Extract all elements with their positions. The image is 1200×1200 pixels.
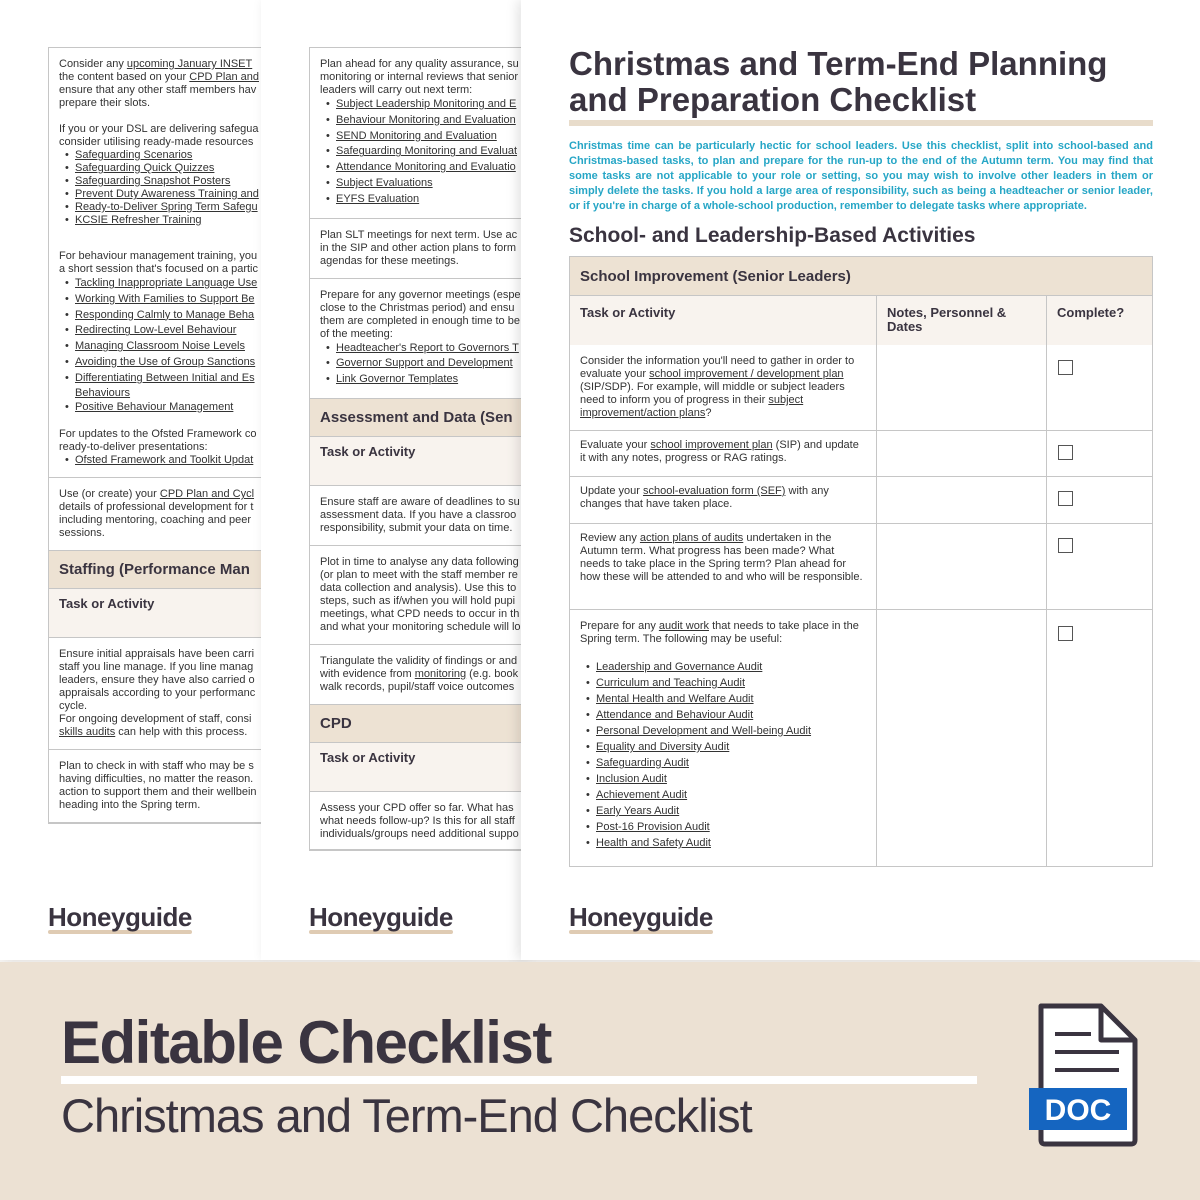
page2-table (309, 47, 523, 851)
notes-cell[interactable] (877, 610, 1047, 866)
table-header-row (570, 296, 1152, 345)
complete-checkbox[interactable] (1058, 360, 1073, 375)
page2-cell-governors: Prepare for any governor meetings (espe close to the Christmas period) and ensu them are completed in enough time to be of the meeting: • Headteacher's Report to Governors T • Governor Support and Development • Link Governor Templates (310, 279, 523, 399)
column-header-task: Task or Activity (570, 296, 877, 345)
ofsted-resource-list (59, 454, 262, 467)
audit-link[interactable]: • Equality and Diversity Audit (586, 739, 866, 755)
safeguarding-resource-list (59, 149, 262, 227)
title-underline (569, 120, 1153, 126)
cpd-plan-cycle-link[interactable]: CPD Plan and Cycl (159, 488, 255, 501)
resource-link[interactable]: Behaviours (75, 386, 131, 399)
table-row (570, 477, 1152, 524)
complete-cell (1047, 610, 1152, 866)
doc-file-icon-graphic (1027, 1002, 1143, 1148)
resource-link[interactable]: • Ready-to-Deliver Spring Term Safegu (65, 201, 262, 214)
resource-link[interactable]: • Managing Classroom Noise Levels (65, 339, 262, 355)
column-header-task: Task or Activity (49, 589, 262, 638)
resource-link[interactable]: • Governor Support and Development (326, 356, 523, 372)
doc-file-icon (1027, 1002, 1143, 1148)
audit-link[interactable]: • Early Years Audit (586, 803, 866, 819)
audit-link[interactable]: • Safeguarding Audit (586, 755, 866, 771)
audit-link[interactable]: • Post-16 Provision Audit (586, 819, 866, 835)
resource-link[interactable]: • Link Governor Templates (326, 372, 523, 388)
resource-link[interactable]: • Working With Families to Support Be (65, 292, 262, 308)
resource-link[interactable]: • KCSIE Refresher Training (65, 214, 262, 227)
resource-link[interactable]: • Subject Evaluations (326, 176, 523, 192)
section-header-cpd: CPD (310, 705, 523, 743)
task-cell: Prepare for any audit work that needs to take place in the Spring term. The following may be useful: • Leadership and Governance Audit • Curriculum and Teaching Audit • Mental Health and Welfare Audit • Attendance and Behaviour Audit • Personal Development and Well-being Audit • Equality and Diversity Audit • Safeguarding Audit • Inclusion Audit • Achievement Audit • Early Years Audit • Post-16 Provision Audit • Health and Safety Audit (570, 610, 877, 866)
complete-cell (1047, 524, 1152, 609)
resource-link[interactable]: • Differentiating Between Initial and Es (65, 371, 262, 387)
resource-link[interactable]: • SEND Monitoring and Evaluation (326, 129, 523, 145)
resource-link[interactable]: • Safeguarding Snapshot Posters (65, 175, 262, 188)
sip-sdp-link[interactable]: school improvement / development plan (649, 368, 844, 380)
resource-link[interactable]: • Responding Calmly to Manage Beha (65, 308, 262, 324)
resource-link[interactable]: • Avoiding the Use of Group Sanctions (65, 355, 262, 371)
notes-cell[interactable] (877, 345, 1047, 430)
table-row (570, 610, 1152, 866)
intro-paragraph: Christmas time can be particularly hectic for school leaders. Use this checklist, split into school-based and Christmas-based tasks, to plan and prepare for the run-up to the end of the Autumn term. You may find that some tasks are not applicable to your role or setting, so you may wish to involve other leaders in them or simply delete the tasks. If you hold a large area of responsibility, such as being a headteacher or senior leader, or if you're in charge of a whole-school production, remember to delegate tasks where appropriate. (569, 140, 1153, 212)
page2-cell-quality: Plan ahead for any quality assurance, su monitoring or internal reviews that senior leaders will carry out next term: • Subject Leadership Monitoring and E • Behaviour Monitoring and Evaluation • SEND Monitoring and Evaluation • Safeguarding Monitoring and Evaluat • Attendance Monitoring and Evaluatio • Subject Evaluations • EYFS Evaluation (310, 48, 523, 219)
column-header-complete: Complete? (1047, 296, 1152, 345)
section-header-assessment: Assessment and Data (Sen (310, 399, 523, 437)
section-header-staffing: Staffing (Performance Man (49, 551, 262, 589)
complete-checkbox[interactable] (1058, 538, 1073, 553)
audit-link[interactable]: • Leadership and Governance Audit (586, 659, 866, 675)
document-page-1 (0, 0, 262, 960)
document-page-2 (261, 0, 523, 960)
resource-link[interactable]: • Redirecting Low-Level Behaviour (65, 323, 262, 339)
audit-link[interactable]: • Curriculum and Teaching Audit (586, 675, 866, 691)
page2-cell-triangulate: Triangulate the validity of findings or and with evidence from monitoring (e.g. book walk records, pupil/staff voice outcomes (310, 645, 523, 705)
column-header-task: Task or Activity (310, 437, 523, 486)
page1-cell-appraisals: Ensure initial appraisals have been carri staff you line manage. If you line manag leaders, ensure they have also carried o appraisals according to your performanc cycle. For ongoing development of staff, consi skills audits can help with this process. (49, 638, 262, 750)
resource-link[interactable]: • Safeguarding Quick Quizzes (65, 162, 262, 175)
resource-link[interactable]: • Positive Behaviour Management (65, 400, 262, 416)
page2-cell-deadlines: Ensure staff are aware of deadlines to su assessment data. If you have a classroo responsibility, submit your data on time. (310, 486, 523, 546)
honeyguide-logo: Honeyguide (48, 902, 192, 932)
page1-cell-inset: Consider any upcoming January INSET the content based on your CPD Plan and ensure that any other staff members hav prepare their slots. If you or your DSL are delivering safegua consider utilising ready-made resources • Safeguarding Scenarios • Safeguarding Quick Quizzes • Safeguarding Snapshot Posters • Prevent Duty Awareness Training and • Ready-to-Deliver Spring Term Safegu • KCSIE Refresher Training For behaviour management training, you a short session that's focused on a partic • Tackling Inappropriate Language Use • Working With Families to Support Be • Responding Calmly to Manage Beha • Redirecting Low-Level Behaviour • Managing Classroom Noise Levels • Avoiding the Use of Group Sanctions • Differentiating Between Initial and Es Behaviours • Positive Behaviour Management For updates to the Ofsted Framework co ready-to-deliver presentations: • Ofsted Framework and Toolkit Updat (49, 48, 262, 478)
skills-audits-link[interactable]: skills audits (59, 726, 116, 739)
complete-checkbox[interactable] (1058, 491, 1073, 506)
banner-rule (61, 1076, 977, 1084)
cpd-plan-link[interactable]: CPD Plan and (189, 71, 259, 83)
audit-list (580, 659, 866, 851)
behaviour-resource-list (59, 276, 262, 415)
audit-link[interactable]: • Attendance and Behaviour Audit (586, 707, 866, 723)
page2-cell-assess-cpd: Assess your CPD offer so far. What has what needs follow-up? Is this for all staff individuals/groups need additional suppo (310, 792, 523, 850)
audit-link[interactable]: • Personal Development and Well-being Audit (586, 723, 866, 739)
column-header-notes: Notes, Personnel & Dates (877, 296, 1047, 345)
section-heading: School- and Leadership-Based Activities (569, 224, 976, 247)
resource-link[interactable]: • Attendance Monitoring and Evaluatio (326, 160, 523, 176)
notes-cell[interactable] (877, 431, 1047, 476)
banner-subtitle: Christmas and Term-End Checklist (61, 1089, 752, 1142)
honeyguide-logo: Honeyguide (569, 902, 713, 932)
resource-link[interactable]: • Behaviour Monitoring and Evaluation (326, 113, 523, 129)
complete-cell (1047, 477, 1152, 523)
governor-resource-list (320, 341, 523, 388)
notes-cell[interactable] (877, 477, 1047, 523)
honeyguide-logo: Honeyguide (309, 902, 453, 932)
page2-cell-analyse: Plot in time to analyse any data following (or plan to meet with the staff member re data collection and analysis). Use this to steps, such as if/when you will hold pupi meetings, what CPD needs to occur in th and what your monitoring schedule will lo (310, 546, 523, 645)
upcoming-inset-link[interactable]: upcoming January INSET (126, 58, 253, 70)
resource-link[interactable]: • Subject Leadership Monitoring and E (326, 97, 523, 113)
monitoring-link[interactable]: monitoring (414, 667, 467, 680)
resource-link[interactable]: • Safeguarding Monitoring and Evaluat (326, 144, 523, 160)
resource-link[interactable]: • EYFS Evaluation (326, 192, 523, 208)
task-cell: Review any action plans of audits undertaken in the Autumn term. What progress has been made? What needs to take place in the Spring term? Plan ahead for how these will be attended to and who will be responsible. (570, 524, 877, 609)
sip-link[interactable]: school improvement plan (650, 439, 773, 451)
resource-link[interactable]: • Prevent Duty Awareness Training and (65, 188, 262, 201)
banner-title: Editable Checklist (61, 1009, 551, 1076)
table-section-header: School Improvement (Senior Leaders) (570, 257, 1152, 296)
table-row (570, 431, 1152, 477)
page1-cell-checkin: Plan to check in with staff who may be s having difficulties, no matter the reason. action to support them and their wellbein heading into the Spring term. (49, 750, 262, 823)
action-plans-link[interactable]: action plans of audits (639, 532, 744, 544)
page1-table (48, 47, 262, 824)
document-title: Christmas and Term-End Planning and Preparation Checklist (569, 45, 1108, 118)
page2-cell-slt: Plan SLT meetings for next term. Use ac in the SIP and other action plans to form agendas for these meetings. (310, 219, 523, 279)
document-page-front (521, 0, 1200, 960)
resource-link[interactable]: • Headteacher's Report to Governors T (326, 341, 523, 357)
subject-plans-link[interactable]: subject improvement/action plans (580, 394, 804, 419)
task-cell: Update your school-evaluation form (SEF) with any changes that have taken place. (570, 477, 877, 523)
audit-work-link[interactable]: audit work (658, 620, 710, 632)
resource-link[interactable]: • Safeguarding Scenarios (65, 149, 262, 162)
audit-link[interactable]: • Health and Safety Audit (586, 835, 866, 851)
doc-label: DOC (1044, 1094, 1112, 1127)
table-row (570, 345, 1152, 431)
complete-cell (1047, 431, 1152, 476)
notes-cell[interactable] (877, 524, 1047, 609)
complete-checkbox[interactable] (1058, 626, 1073, 641)
table-row (570, 524, 1152, 610)
sef-link[interactable]: school-evaluation form (SEF) (642, 485, 786, 497)
audit-link[interactable]: • Mental Health and Welfare Audit (586, 691, 866, 707)
audit-link[interactable]: • Inclusion Audit (586, 771, 866, 787)
resource-link[interactable]: • Ofsted Framework and Toolkit Updat (65, 454, 262, 467)
page1-cell-cpd: Use (or create) your CPD Plan and Cycl details of professional development for t including mentoring, coaching and peer sessions. (49, 478, 262, 551)
resource-link[interactable]: • Tackling Inappropriate Language Use (65, 276, 262, 292)
task-cell: Evaluate your school improvement plan (SIP) and update it with any notes, progress or RAG ratings. (570, 431, 877, 476)
monitoring-resource-list (320, 97, 523, 208)
column-header-task: Task or Activity (310, 743, 523, 792)
task-cell: Consider the information you'll need to gather in order to evaluate your school improvement / development plan (SIP/SDP). For example, will middle or subject leaders need to inform you of progress in their subject improvement/action plans? (570, 345, 877, 430)
complete-checkbox[interactable] (1058, 445, 1073, 460)
audit-link[interactable]: • Achievement Audit (586, 787, 866, 803)
checklist-table (569, 256, 1153, 867)
complete-cell (1047, 345, 1152, 430)
